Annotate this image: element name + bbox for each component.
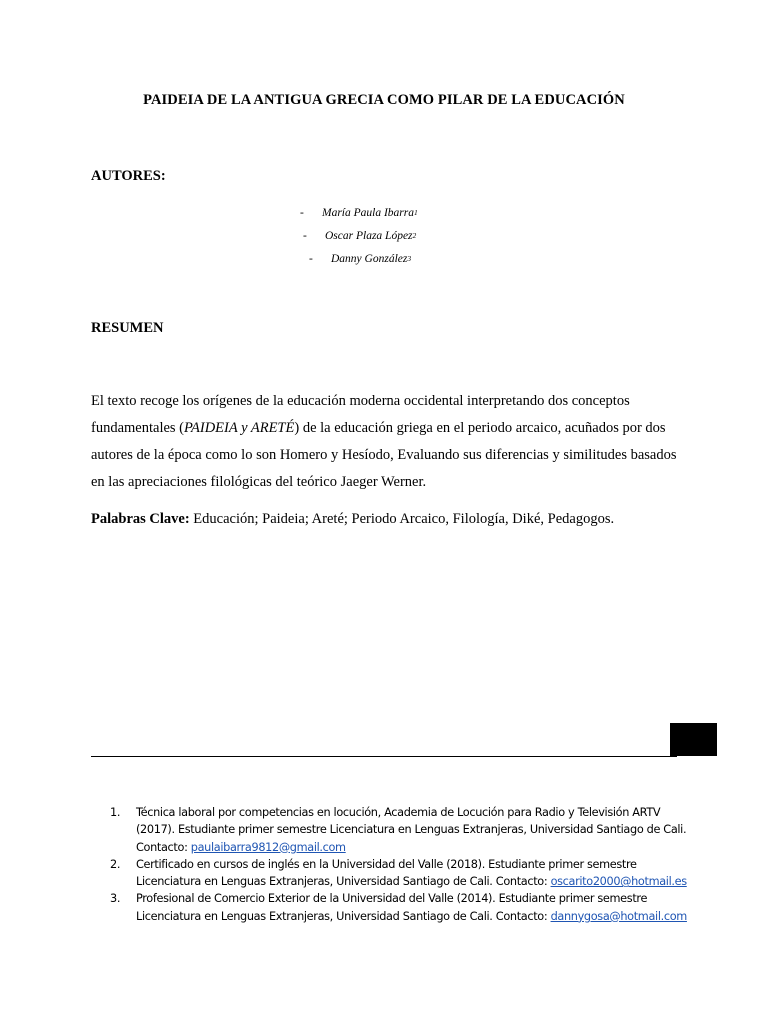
- footnote-body: [136, 856, 690, 891]
- black-block: [670, 723, 717, 756]
- keywords-label: Palabras Clave:: [91, 511, 190, 527]
- footnote-body: [136, 804, 690, 856]
- author-item: - Danny González 3: [309, 252, 412, 265]
- keywords-line: [91, 506, 691, 533]
- footnote-item: [110, 804, 690, 856]
- abstract-text-end: ) de la educación griega en el periodo arcaico, acuñados por dos autores de la época como lo son Homero y Hesíodo, Evaluando sus diferencias y similitudes basados en las apreciaciones filológicas del teórico Jaeger Werner.: [91, 420, 677, 490]
- footnote-text: Profesional de Comercio Exterior de la Universidad del Valle (2014). Estudiante primer semestre Licenciatura en Lenguas Extranjeras, Universidad Santiago de Cali. Contacto:: [136, 892, 648, 923]
- authors-list: [300, 201, 500, 270]
- abstract-text: El texto recoge los orígenes de la educación moderna occidental interpretando dos conceptos fundamentales (: [91, 393, 630, 436]
- footnote-item: [110, 856, 690, 891]
- footnote-text: Técnica laboral por competencias en locución, Academia de Locución para Radio y Televisión ARTV (2017). Estudiante primer semestre Licenciatura en Lenguas Extranjeras, Universidad Santiago de Cali. Contacto:: [136, 806, 687, 854]
- footnote-number: 3.: [110, 892, 121, 906]
- author-bullet: -: [300, 206, 304, 219]
- author-item: - Oscar Plaza López 2: [303, 229, 417, 242]
- author-name: María Paula Ibarra: [322, 206, 414, 219]
- email-link[interactable]: dannygosa@hotmail.com: [550, 909, 687, 923]
- email-link[interactable]: paulaibarra9812@gmail.com: [190, 840, 346, 854]
- footnote-text: Certificado en cursos de inglés en la Universidad del Valle (2018). Estudiante primer semestre Licenciatura en Lenguas Extranjeras, Universidad Santiago de Cali. Contacto:: [136, 857, 637, 889]
- document-title: PAIDEIA DE LA ANTIGUA GRECIA COMO PILAR DE LA EDUCACIÓN: [143, 92, 625, 108]
- author-bullet: -: [303, 229, 307, 242]
- footnote-separator: [91, 756, 677, 757]
- footnote-item: [110, 890, 690, 925]
- resumen-heading: RESUMEN: [91, 320, 164, 336]
- abstract-paragraph: [91, 388, 681, 496]
- email-link[interactable]: oscarito2000@hotmail.es: [550, 875, 687, 889]
- footnote-number: 2.: [110, 857, 121, 871]
- author-bullet: -: [309, 252, 313, 265]
- authors-heading: AUTORES:: [91, 168, 166, 184]
- footnote-number: 1.: [110, 806, 121, 819]
- keywords-text: Educación; Paideia; Areté; Periodo Arcaico, Filología, Diké, Pedagogos.: [189, 511, 615, 527]
- author-item: - María Paula Ibarra 1: [300, 206, 418, 219]
- author-name: Danny González: [331, 252, 408, 265]
- footnote-body: [136, 890, 690, 925]
- footnotes: [110, 804, 690, 925]
- abstract-italic-terms: PAIDEIA y ARETÉ: [184, 420, 295, 436]
- author-name: Oscar Plaza López: [325, 229, 413, 242]
